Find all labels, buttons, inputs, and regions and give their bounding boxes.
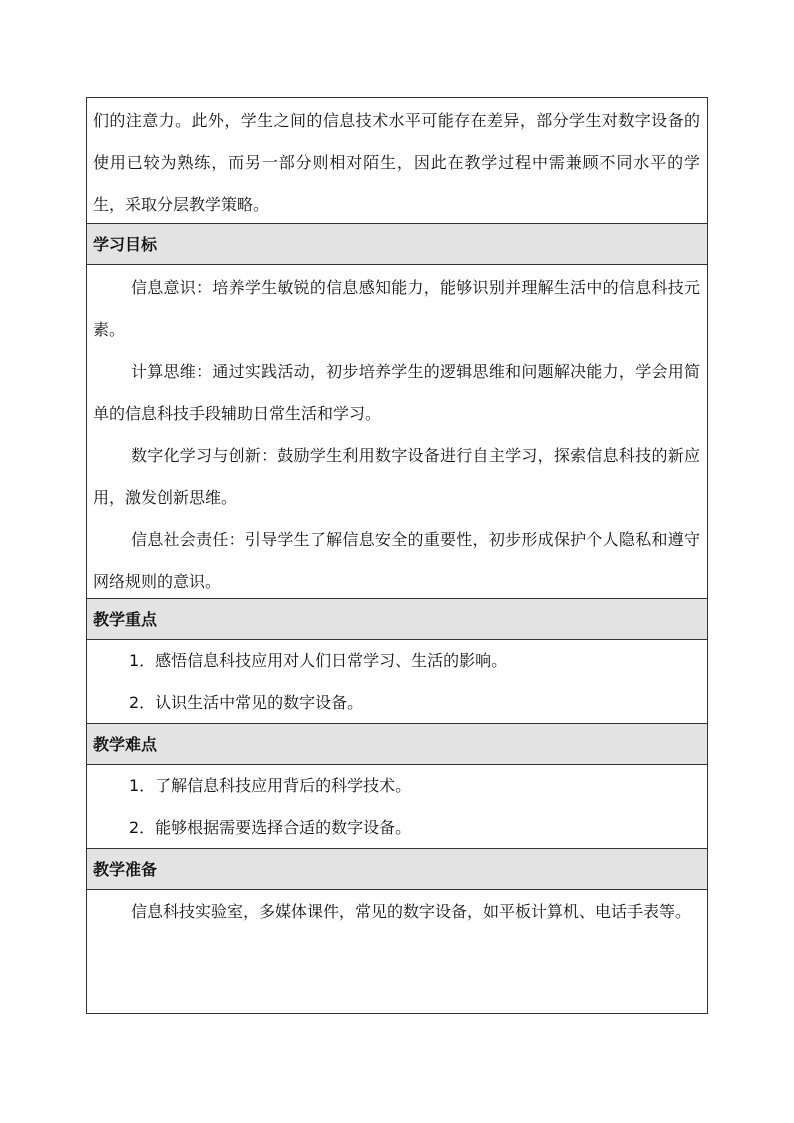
preparation-header: 教学准备 [87, 848, 707, 889]
difficulty-item: 2．能够根据需要选择合适的数字设备。 [129, 818, 412, 837]
key-points-header: 教学重点 [87, 598, 707, 639]
preparation-paragraph: 信息科技实验室，多媒体课件，常见的数字设备，如平板计算机、电话手表等。 [131, 902, 692, 921]
intro-paragraph: 们的注意力。此外，学生之间的信息技术水平可能存在差异，部分学生对数字设备的使用已较为熟练，而另一部分则相对陌生，因此在教学过程中需兼顾不同水平的学生，采取分层教学策略。 [93, 111, 700, 214]
learning-goals-cell [87, 264, 707, 598]
goal-digital-learning: 数字化学习与创新：鼓励学生利用数字设备进行自主学习，探索信息科技的新应用，激发创新思维。 [93, 446, 700, 507]
goal-information-awareness: 信息意识：培养学生敏锐的信息感知能力，能够识别并理解生活中的信息科技元素。 [93, 278, 700, 339]
preparation-cell [87, 889, 707, 1013]
lesson-plan-table [86, 97, 708, 1014]
goal-computational-thinking: 计算思维：通过实践活动，初步培养学生的逻辑思维和问题解决能力，学会用简单的信息科技手段辅助日常生活和学习。 [93, 362, 700, 423]
key-point-item: 1．感悟信息科技应用对人们日常学习、生活的影响。 [129, 651, 508, 670]
difficulties-cell [87, 764, 707, 848]
intro-cell [87, 98, 707, 223]
learning-goals-header: 学习目标 [87, 223, 707, 264]
difficulty-item: 1．了解信息科技应用背后的科学技术。 [129, 776, 412, 795]
key-point-item: 2．认识生活中常见的数字设备。 [129, 693, 364, 712]
goal-social-responsibility: 信息社会责任：引导学生了解信息安全的重要性，初步形成保护个人隐私和遵守网络规则的意识。 [93, 530, 700, 591]
key-points-cell [87, 639, 707, 723]
difficulties-header: 教学难点 [87, 723, 707, 764]
